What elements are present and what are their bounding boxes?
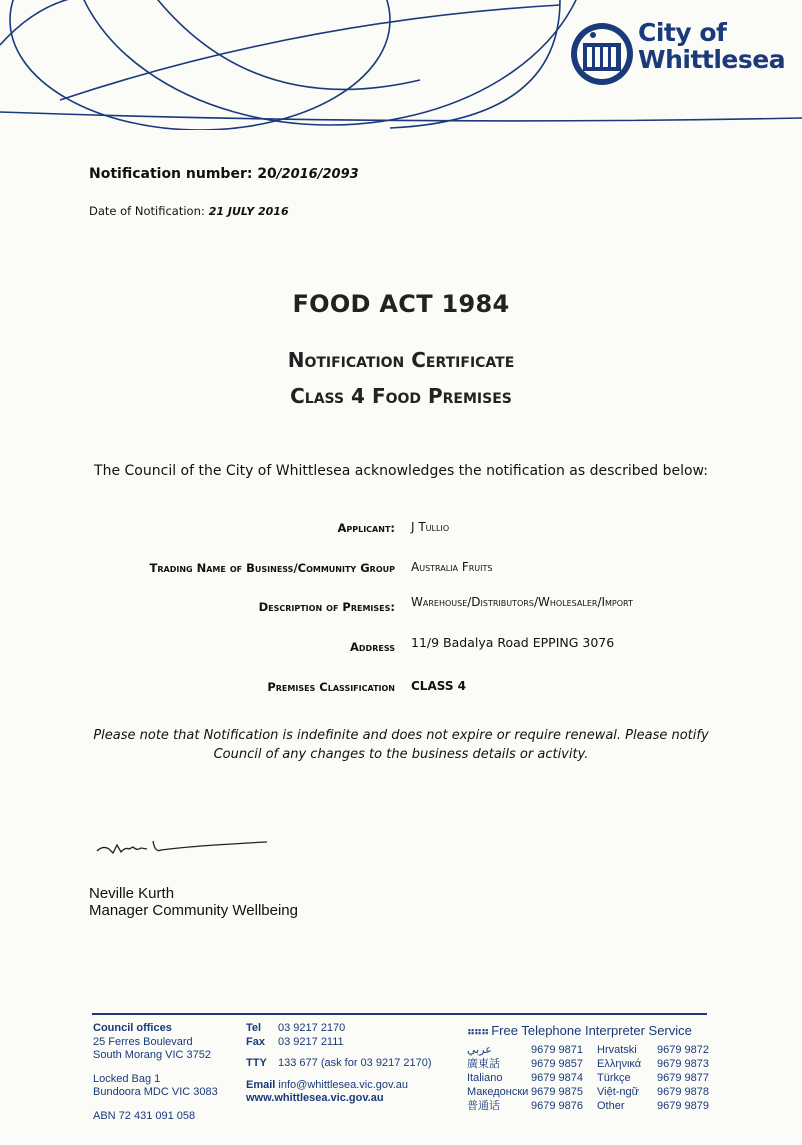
language-name: 普通话 — [467, 1100, 500, 1112]
class-title: Class 4 Food Premises — [290, 384, 512, 408]
footer-contacts — [246, 1022, 432, 1106]
premises-description-value: Warehouse/Distributors/Wholesaler/Import — [411, 595, 633, 609]
language-number: 9679 9873 — [657, 1058, 709, 1070]
classification-value: CLASS 4 — [411, 679, 467, 693]
language-name: Other — [597, 1100, 625, 1112]
footer-divider — [92, 1013, 707, 1015]
handwritten-signature — [95, 833, 270, 861]
tty-number: 133 677 (ask for 03 9217 2170) — [278, 1057, 432, 1069]
acknowledgement-text: The Council of the City of Whittlesea acknowledges the notification as described below: — [94, 463, 708, 479]
tel-label: Tel — [246, 1022, 262, 1034]
language-number: 9679 9876 — [531, 1100, 583, 1112]
language-number: 9679 9877 — [657, 1072, 709, 1084]
language-name: عربي — [467, 1044, 492, 1056]
language-name: Italiano — [467, 1072, 503, 1084]
renewal-note-line-1: Please note that Notification is indefinite and does not expire or require renewal. Please notify — [93, 728, 709, 743]
language-name: Türkçe — [597, 1072, 631, 1084]
email-link[interactable]: info@whittlesea.vic.gov.au — [278, 1078, 409, 1091]
abn: ABN 72 431 091 058 — [93, 1109, 196, 1122]
tel-number[interactable]: 03 9217 2170 — [278, 1022, 346, 1034]
language-row — [467, 1100, 712, 1114]
offices-heading: Council offices — [93, 1022, 172, 1034]
tty-label: TTY — [246, 1057, 267, 1069]
notification-number-value: /2016/2093 — [276, 167, 359, 182]
premises-description-label: Description of Premises: — [258, 600, 395, 614]
certificate-title: Notification Certificate — [287, 348, 515, 372]
logo-line-2: Whittlesea — [638, 45, 786, 74]
language-number: 9679 9875 — [531, 1086, 583, 1098]
signatory-title: Manager Community Wellbeing — [89, 902, 298, 919]
notification-date — [89, 204, 289, 218]
footer-interpreter — [467, 1023, 709, 1112]
language-row — [467, 1072, 712, 1086]
postal-address-line-1: Locked Bag 1 — [93, 1072, 161, 1085]
website-link[interactable]: www.whittlesea.vic.gov.au — [246, 1092, 384, 1104]
language-name: Македонски — [467, 1086, 529, 1098]
renewal-note — [0, 726, 802, 764]
language-number: 9679 9879 — [657, 1100, 709, 1112]
applicant-label: Applicant: — [337, 521, 395, 535]
fax-number: 03 9217 2111 — [278, 1035, 344, 1048]
office-address-line-1: 25 Ferres Boulevard — [93, 1035, 193, 1048]
city-logo-icon — [569, 21, 635, 87]
city-logo-text — [638, 20, 785, 72]
notification-date-value: 21 JULY 2016 — [208, 205, 289, 218]
interpreter-icon: ⠶⠶⠶ — [467, 1026, 489, 1038]
notification-number — [89, 166, 359, 182]
language-name: Việt-ngữ — [597, 1086, 640, 1098]
language-number: 9679 9872 — [657, 1044, 709, 1056]
act-title: FOOD ACT 1984 — [292, 290, 510, 318]
address-value: 11/9 Badalya Road EPPING 3076 — [411, 635, 615, 650]
notification-date-label: Date of Notification: — [89, 204, 205, 218]
language-number: 9679 9874 — [531, 1072, 583, 1084]
language-number: 9679 9857 — [531, 1058, 583, 1070]
fax-label: Fax — [246, 1035, 265, 1048]
language-number: 9679 9878 — [657, 1086, 709, 1098]
address-label: Address — [350, 640, 395, 654]
signatory-name: Neville Kurth — [89, 885, 175, 902]
classification-label: Premises Classification — [267, 680, 395, 694]
postal-address-line-2: Bundoora MDC VIC 3083 — [93, 1086, 218, 1098]
signatory-block — [89, 885, 298, 919]
language-row — [467, 1058, 712, 1072]
logo-line-1: City of — [638, 18, 727, 47]
language-name: 廣東話 — [467, 1058, 500, 1070]
email-label: Email — [246, 1078, 276, 1091]
language-row — [467, 1044, 712, 1058]
footer-offices — [93, 1022, 218, 1123]
language-number: 9679 9871 — [531, 1044, 583, 1056]
applicant-value: J Tullio — [411, 520, 450, 534]
trading-name-label: Trading Name of Business/Community Group — [149, 561, 395, 575]
office-address-line-2: South Morang VIC 3752 — [93, 1049, 212, 1061]
renewal-note-line-2: Council of any changes to the business details or activity. — [213, 747, 589, 762]
language-row — [467, 1086, 712, 1100]
interpreter-heading: Free Telephone Interpreter Service — [491, 1023, 692, 1038]
trading-name-value: Australia Fruits — [411, 560, 493, 574]
interpreter-language-table — [467, 1044, 712, 1114]
notification-number-label: Notification number: 20 — [89, 166, 277, 182]
language-name: Ελληνικά — [597, 1058, 642, 1070]
language-name: Hrvatski — [597, 1044, 637, 1056]
